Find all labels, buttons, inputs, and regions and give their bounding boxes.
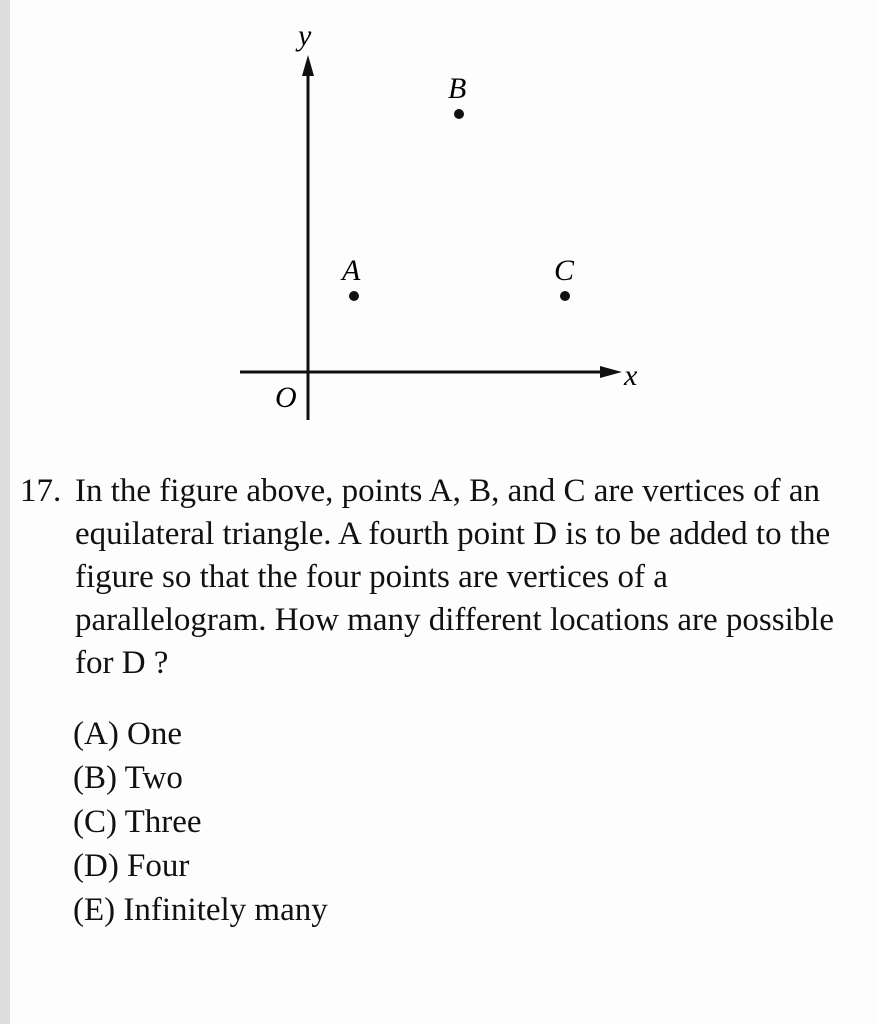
point-c (560, 291, 570, 301)
x-axis-label: x (624, 359, 638, 392)
y-axis-arrow-icon (302, 55, 314, 76)
coordinate-figure (0, 0, 878, 460)
choice-d: (D) Four (73, 848, 190, 884)
y-axis-label: y (298, 19, 312, 52)
question-number: 17. (20, 473, 62, 509)
origin-label: O (275, 381, 297, 414)
choice-c: (C) Three (73, 804, 202, 840)
choice-e: (E) Infinitely many (73, 892, 328, 928)
question-text: In the figure above, points A, B, and C are vertices of an equilateral triangle. A fourth point D is to be added to the figure so that the four points are vertices of a parallelogram. How many different locations are possible for D ? (75, 473, 835, 681)
choice-b: (B) Two (73, 760, 183, 796)
point-b (454, 109, 464, 119)
point-a-label: A (342, 254, 361, 287)
x-axis-arrow-icon (600, 366, 622, 378)
point-c-label: C (554, 254, 575, 287)
answer-choices (73, 712, 328, 932)
point-a (349, 291, 359, 301)
point-b-label: B (448, 72, 467, 105)
choice-a: (A) One (73, 716, 183, 752)
